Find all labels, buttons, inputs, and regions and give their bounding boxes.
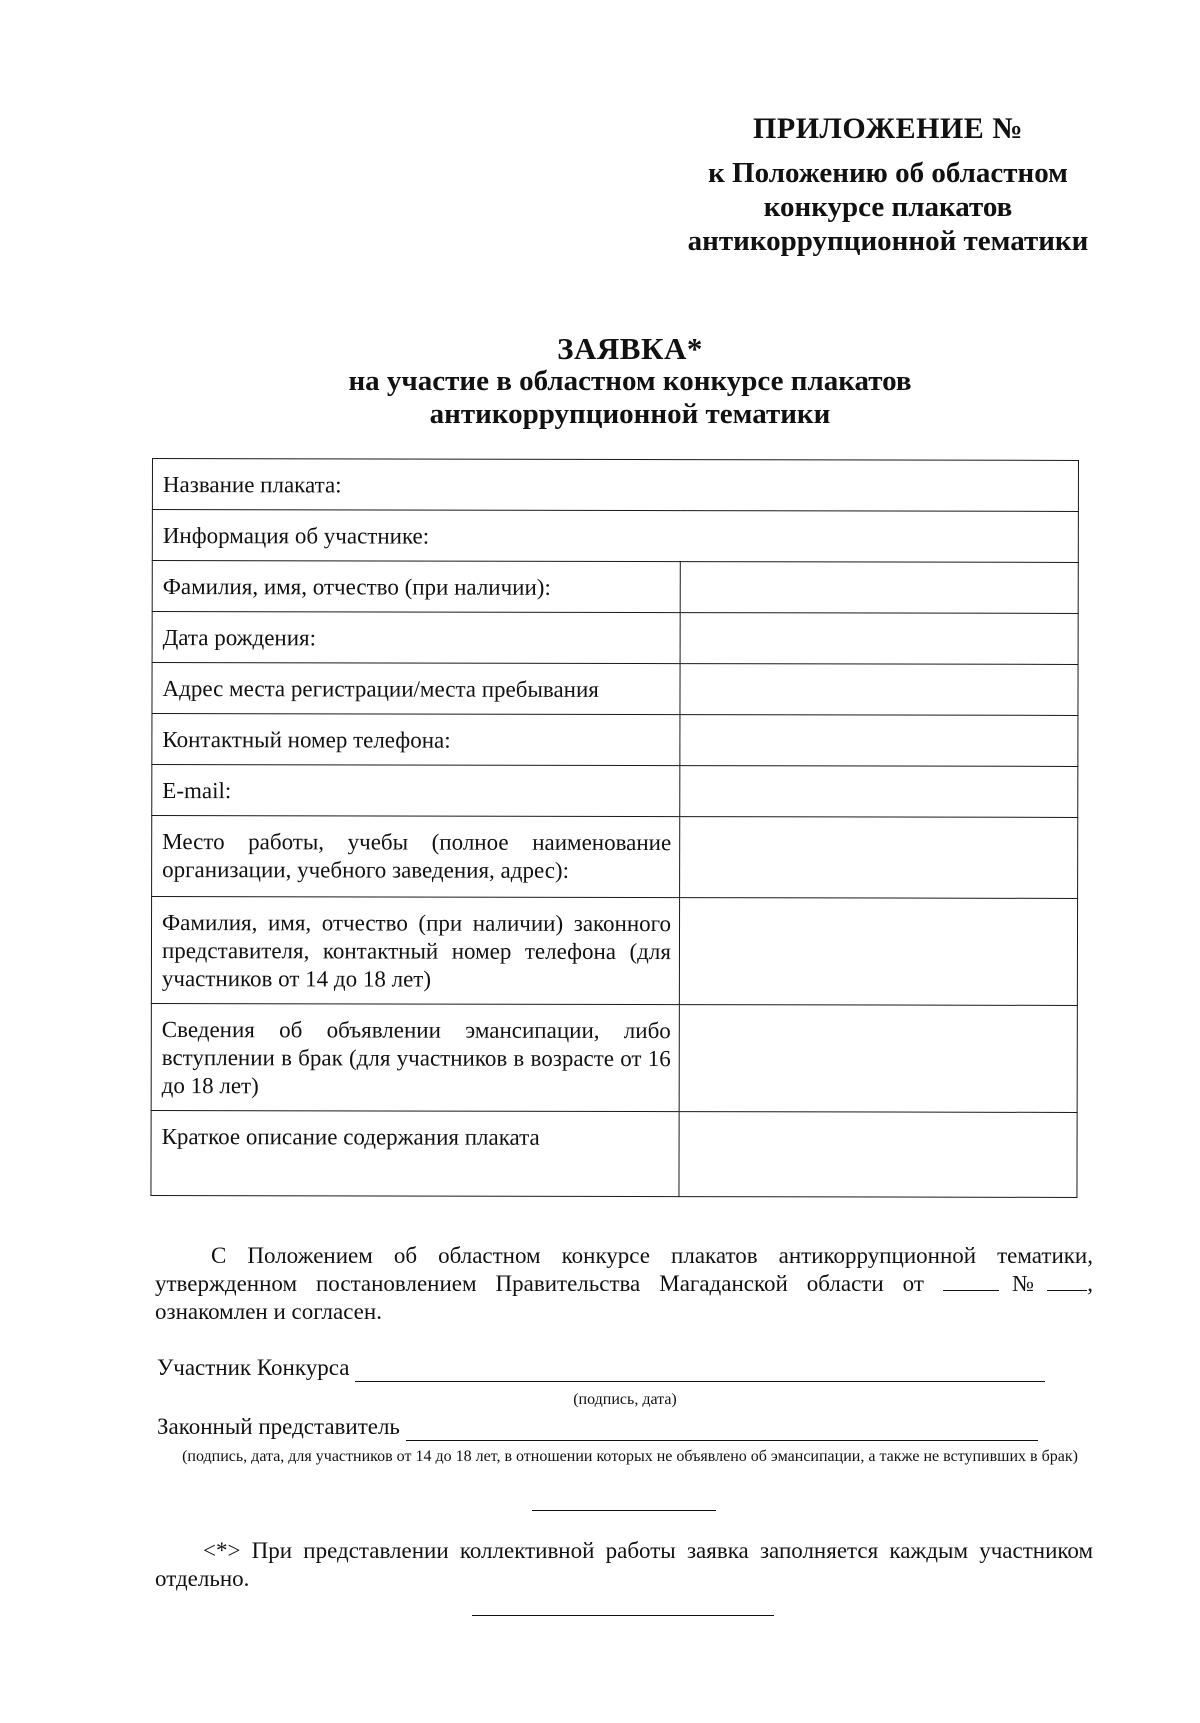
emancipation-field[interactable]: [679, 1005, 1077, 1113]
footnote-text: <*> При представлении коллективной работы заявка заполняется каждым участником отдельно.: [155, 1538, 1093, 1591]
workplace-label: Место работы, учебы (полное наименование организации, учебного заведения, адрес):: [152, 816, 680, 898]
workplace-field[interactable]: [680, 817, 1078, 899]
table-row: [151, 1110, 1077, 1197]
bottom-separator-line: [472, 1615, 774, 1616]
table-row: [151, 1003, 1077, 1112]
phone-field[interactable]: [680, 715, 1078, 767]
table-row: [152, 816, 1078, 899]
participant-signature: [157, 1354, 1045, 1382]
footnote: [155, 1537, 1093, 1593]
phone-label: Контактный номер телефона:: [152, 714, 680, 766]
consent-text: С Положением об областном конкурсе плакатов антикоррупционной тематики, утвержденном постановлением Правительства Магаданской области от: [155, 1243, 1093, 1296]
participant-hint: (подпись, дата): [573, 1391, 677, 1408]
representative-hint: (подпись, дата, для участников от 14 до 18 лет, в отношении которых не объявлено об эмансипации, а также не вступивших в брак): [182, 1448, 1078, 1465]
table-row: [151, 897, 1077, 1006]
birth-date-field[interactable]: [680, 613, 1078, 665]
table-row: [152, 561, 1078, 614]
description-label: Краткое описание содержания плаката: [151, 1110, 679, 1196]
table-row: [152, 459, 1078, 512]
appendix-title: ПРИЛОЖЕНИЕ №: [753, 112, 1023, 145]
form-title-line-1: на участие в областном конкурсе плакатов: [348, 365, 912, 397]
number-sign: №: [998, 1271, 1048, 1296]
email-field[interactable]: [680, 766, 1078, 818]
separator-line: [532, 1510, 716, 1511]
poster-name-label: Название плаката:: [152, 459, 1078, 512]
email-label: E-mail:: [152, 765, 680, 817]
decree-date-blank[interactable]: [943, 1270, 999, 1291]
appendix-line-1: к Положению об областном: [708, 157, 1068, 189]
address-field[interactable]: [680, 664, 1078, 716]
representative-info-field[interactable]: [679, 898, 1077, 1006]
application-form-table: [150, 458, 1079, 1198]
participant-signature-line[interactable]: [355, 1359, 1045, 1382]
appendix-line-2: конкурсе плакатов: [763, 191, 1013, 223]
table-row: [152, 714, 1078, 767]
representative-signature-line[interactable]: [406, 1418, 1038, 1441]
representative-signature: [157, 1413, 1038, 1441]
birth-date-label: Дата рождения:: [152, 612, 680, 664]
address-label: Адрес места регистрации/места пребывания: [152, 663, 680, 715]
representative-info-label: Фамилия, имя, отчество (при наличии) законного представителя, контактный номер телефона (для участников от 14 до 18 лет): [151, 897, 679, 1005]
consent-paragraph: [155, 1242, 1093, 1326]
full-name-label: Фамилия, имя, отчество (при наличии):: [152, 561, 680, 613]
consent-text-end: , ознакомлен и согласен.: [155, 1271, 1094, 1324]
participant-label: Участник Конкурса: [157, 1355, 350, 1380]
form-title-main: ЗАЯВКА*: [557, 331, 703, 366]
description-field[interactable]: [679, 1112, 1077, 1198]
representative-label: Законный представитель: [157, 1414, 400, 1439]
decree-number-blank[interactable]: [1047, 1270, 1087, 1291]
table-row: [152, 510, 1078, 563]
emancipation-label: Сведения об объявлении эмансипации, либо вступлении в брак (для участников в возрасте от 16 до 18 лет): [151, 1003, 679, 1111]
appendix-line-3: антикоррупционной тематики: [687, 225, 1089, 257]
full-name-field[interactable]: [680, 562, 1078, 614]
form-title-line-2: антикоррупционной тематики: [429, 398, 831, 430]
table-row: [152, 663, 1078, 716]
form-title: [280, 332, 980, 431]
table-row: [152, 765, 1078, 818]
appendix-header: [668, 112, 1108, 258]
table-row: [152, 612, 1078, 665]
participant-info-label: Информация об участнике:: [152, 510, 1078, 563]
